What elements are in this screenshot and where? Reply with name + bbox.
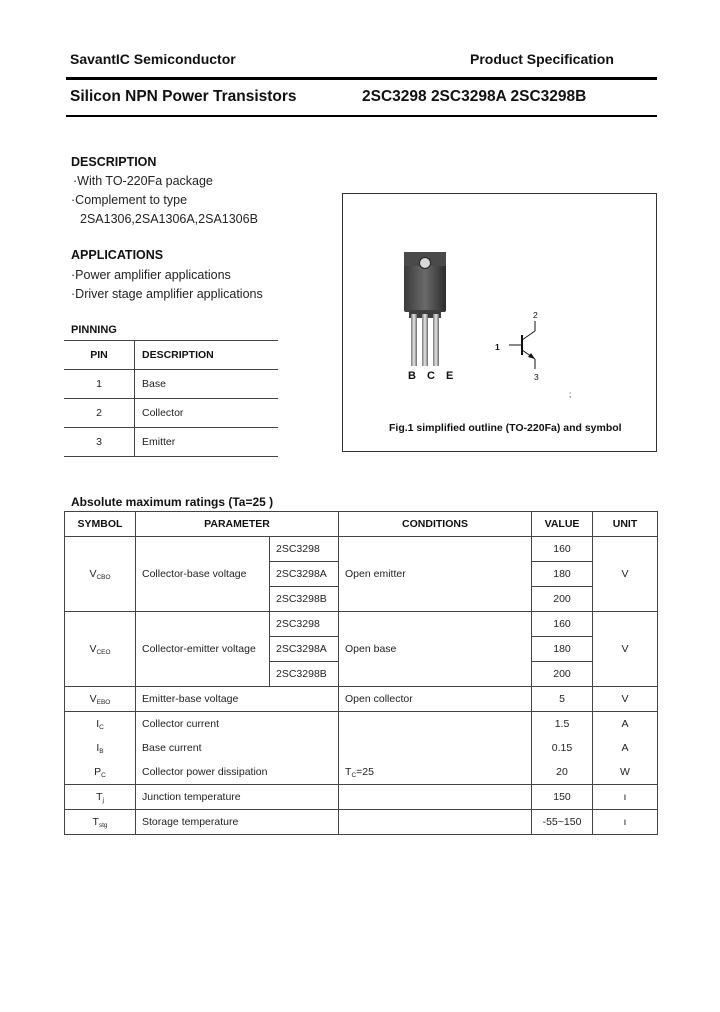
value-cell: 5 <box>532 687 593 712</box>
value-cell: 20 <box>532 760 593 785</box>
value-cell: 0.15 <box>532 736 593 760</box>
parameter-cell: Base current <box>136 736 339 760</box>
table-row <box>65 612 658 637</box>
ratings-table <box>64 511 658 835</box>
pin-number: 1 <box>64 370 135 399</box>
value-cell: 200 <box>532 587 593 612</box>
unit-cell: A <box>593 736 658 760</box>
pin-description: Collector <box>135 399 279 428</box>
application-line: ·Power amplifier applications <box>71 268 231 282</box>
value-cell: 180 <box>532 562 593 587</box>
pin-number: 3 <box>64 428 135 457</box>
symbol-cell: $V_{EBO}$ <box>65 687 136 712</box>
figure-box <box>342 193 657 452</box>
parameter-cell: Collector-emitter voltage <box>136 612 270 687</box>
unit-cell: ı <box>593 810 658 835</box>
product-line: Silicon NPN Power Transistors <box>70 88 297 105</box>
ratings-heading: Absolute maximum ratings (Ta=25 ) <box>71 495 274 509</box>
unit-cell: W <box>593 760 658 785</box>
symbol-cell: $I_C$ <box>65 712 136 737</box>
variant-cell: 2SC3298A <box>270 637 339 662</box>
symbol-cell: $V_{CEO}$ <box>65 612 136 687</box>
symbol-cell: $T_{stg}$ <box>65 810 136 835</box>
variant-cell: 2SC3298B <box>270 662 339 687</box>
table-row <box>65 810 658 835</box>
value-cell: 1.5 <box>532 712 593 737</box>
table-row <box>65 712 658 737</box>
header-rule-bottom <box>66 115 657 117</box>
pin-letters: B C E <box>408 370 458 382</box>
value-cell: 150 <box>532 785 593 810</box>
table-row <box>64 399 278 428</box>
application-line: ·Driver stage amplifier applications <box>71 287 263 301</box>
value-header: VALUE <box>532 512 593 537</box>
symbol-header: SYMBOL <box>65 512 136 537</box>
part-numbers: 2SC3298 2SC3298A 2SC3298B <box>362 88 587 105</box>
doc-type: Product Specification <box>470 51 614 67</box>
pin-column-header: PIN <box>64 341 135 370</box>
conditions-cell: Open emitter <box>339 537 532 612</box>
unit-cell: A <box>593 712 658 737</box>
unit-cell: V <box>593 612 658 687</box>
pin-description: Emitter <box>135 428 279 457</box>
parameter-cell: Collector-base voltage <box>136 537 270 612</box>
description-heading: DESCRIPTION <box>71 155 157 169</box>
company-name: SavantIC Semiconductor <box>70 51 236 67</box>
parameter-header: PARAMETER <box>136 512 339 537</box>
table-row <box>65 785 658 810</box>
stray-mark: ; <box>569 390 572 399</box>
description-line: ·With TO-220Fa package <box>73 174 213 188</box>
pinning-table <box>64 340 278 457</box>
parameter-cell: Storage temperature <box>136 810 339 835</box>
pin-description-header: DESCRIPTION <box>135 341 279 370</box>
conditions-cell: Open base <box>339 612 532 687</box>
table-row <box>65 537 658 562</box>
unit-cell: V <box>593 687 658 712</box>
npn-transistor-symbol <box>509 319 549 371</box>
symbol-pin-2: 2 <box>533 310 538 320</box>
pinning-heading: PINNING <box>71 324 117 336</box>
symbol-cell: $I_B$ <box>65 736 136 760</box>
variant-cell: 2SC3298 <box>270 612 339 637</box>
table-row <box>65 687 658 712</box>
parameter-cell: Emitter-base voltage <box>136 687 339 712</box>
header-rule-top <box>66 77 657 80</box>
symbol-pin-1: 1 <box>495 342 500 352</box>
unit-cell: ı <box>593 785 658 810</box>
pin-description: Base <box>135 370 279 399</box>
description-line: 2SA1306,2SA1306A,2SA1306B <box>80 212 258 226</box>
symbol-cell: $T_j$ <box>65 785 136 810</box>
table-row <box>64 428 278 457</box>
value-cell: -55~150 <box>532 810 593 835</box>
symbol-cell: $V_{CBO}$ <box>65 537 136 612</box>
variant-cell: 2SC3298B <box>270 587 339 612</box>
value-cell: 160 <box>532 612 593 637</box>
unit-header: UNIT <box>593 512 658 537</box>
value-cell: 160 <box>532 537 593 562</box>
symbol-cell: $P_C$ <box>65 760 136 785</box>
variant-cell: 2SC3298A <box>270 562 339 587</box>
parameter-cell: Collector power dissipation <box>136 760 339 785</box>
figure-caption: Fig.1 simplified outline (TO-220Fa) and symbol <box>389 422 622 434</box>
table-row <box>64 370 278 399</box>
conditions-cell <box>339 785 532 810</box>
conditions-cell <box>339 810 532 835</box>
conditions-cell: $T_C=25$ <box>339 712 532 785</box>
value-cell: 200 <box>532 662 593 687</box>
parameter-cell: Junction temperature <box>136 785 339 810</box>
unit-cell: V <box>593 537 658 612</box>
parameter-cell: Collector current <box>136 712 339 737</box>
conditions-header: CONDITIONS <box>339 512 532 537</box>
symbol-pin-3: 3 <box>534 372 539 382</box>
conditions-cell: Open collector <box>339 687 532 712</box>
applications-heading: APPLICATIONS <box>71 248 164 262</box>
pin-number: 2 <box>64 399 135 428</box>
to220-package-image <box>401 246 451 370</box>
variant-cell: 2SC3298 <box>270 537 339 562</box>
description-line: ·Complement to type <box>71 193 188 207</box>
value-cell: 180 <box>532 637 593 662</box>
